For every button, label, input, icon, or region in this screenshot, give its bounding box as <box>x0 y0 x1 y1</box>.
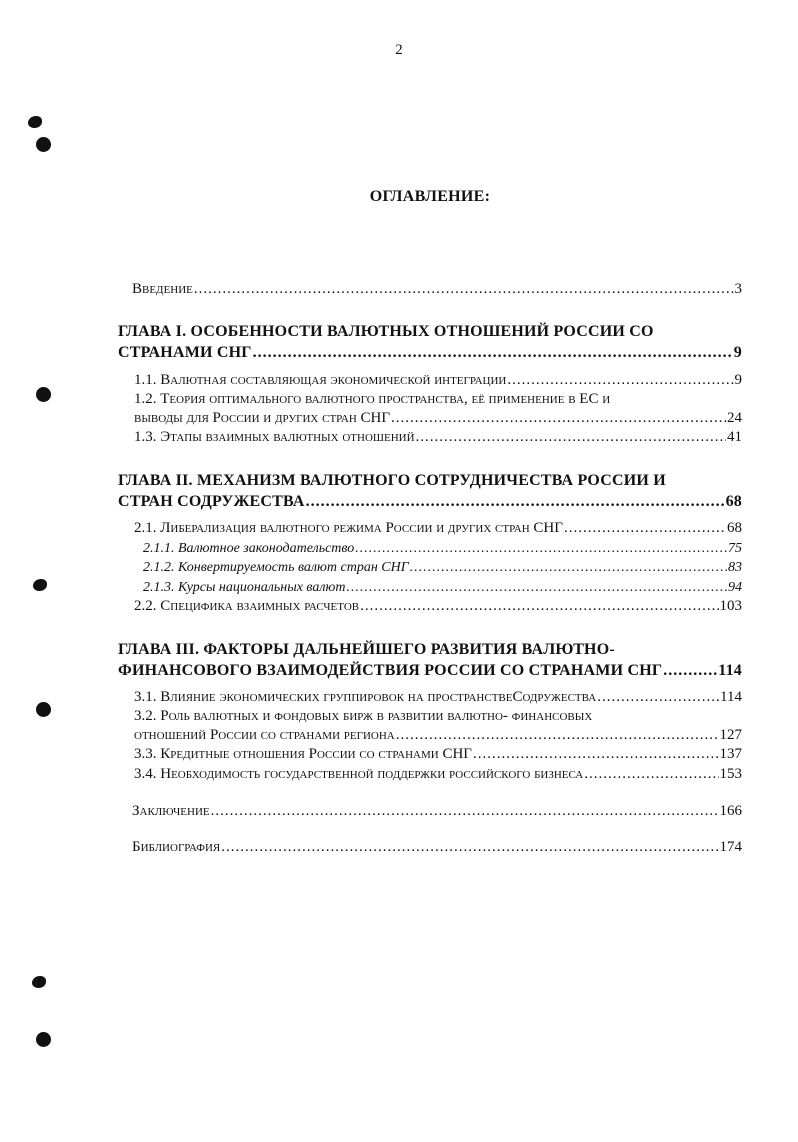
toc-subsection-2-1-2[interactable]: 2.1.2. Конвертируемость валют стран СНГ ..... 83 <box>143 558 742 577</box>
toc-chapter-1-line1[interactable]: ГЛАВА I. ОСОБЕННОСТИ ВАЛЮТНЫХ ОТНОШЕНИЙ РОССИИ СО <box>118 323 654 340</box>
toc-entry-bibliography[interactable]: Библиография ..... 174 <box>132 838 742 857</box>
toc-section-1-2[interactable]: выводы для России и других стран СНГ ..... 24 <box>134 409 742 428</box>
toc-chapter-1[interactable]: СТРАНАМИ СНГ ..... 9 <box>118 343 742 362</box>
toc-section-1-1[interactable]: 1.1. Валютная составляющая экономической интеграции ..... 9 <box>134 371 742 390</box>
toc-chapter-2-line1[interactable]: ГЛАВА II. МЕХАНИЗМ ВАЛЮТНОГО СОТРУДНИЧЕСТВА РОССИИ И <box>118 472 666 489</box>
toc-title: ОГЛАВЛЕНИЕ: <box>369 188 491 205</box>
toc-section-2-2[interactable]: 2.2. Специфика взаимных расчетов ..... 103 <box>134 597 742 616</box>
toc-entry-intro[interactable]: Введение ..... 3 <box>132 280 742 299</box>
toc-section-3-1[interactable]: 3.1. Влияние экономических группировок на пространствеСодружества ..... 114 <box>134 688 742 707</box>
toc-chapter-3-line1[interactable]: ГЛАВА III. ФАКТОРЫ ДАЛЬНЕЙШЕГО РАЗВИТИЯ ВАЛЮТНО- <box>118 641 615 658</box>
page-number: 2 <box>395 42 403 58</box>
toc-section-2-1[interactable]: 2.1. Либерализация валютного режима России и других стран СНГ ..... 68 <box>134 519 742 538</box>
toc-section-3-3[interactable]: 3.3. Кредитные отношения России со странами СНГ ..... 137 <box>134 745 742 764</box>
toc-subsection-2-1-3[interactable]: 2.1.3. Курсы национальных валют ..... 94 <box>143 578 742 597</box>
toc-chapter-3[interactable]: ФИНАНСОВОГО ВЗАИМОДЕЙСТВИЯ РОССИИ СО СТРАНАМИ СНГ ..... 114 <box>118 661 742 680</box>
toc-section-3-2-line1[interactable]: 3.2. Роль валютных и фондовых бирж в развитии валютно- финансовых <box>134 708 593 724</box>
toc-section-1-2-line1[interactable]: 1.2. Теория оптимального валютного пространства, её применение в ЕС и <box>134 391 611 407</box>
toc-section-3-4[interactable]: 3.4. Необходимость государственной поддержки российского бизнеса ..... 153 <box>134 765 742 784</box>
toc-entry-conclusion[interactable]: Заключение ..... 166 <box>132 802 742 821</box>
toc-subsection-2-1-1[interactable]: 2.1.1. Валютное законодательство ..... 75 <box>143 539 742 558</box>
toc-chapter-2[interactable]: СТРАН СОДРУЖЕСТВА ..... 68 <box>118 492 742 511</box>
toc-section-1-3[interactable]: 1.3. Этапы взаимных валютных отношений ..... 41 <box>134 428 742 447</box>
toc-section-3-2[interactable]: отношений России со странами региона ..... 127 <box>134 726 742 745</box>
